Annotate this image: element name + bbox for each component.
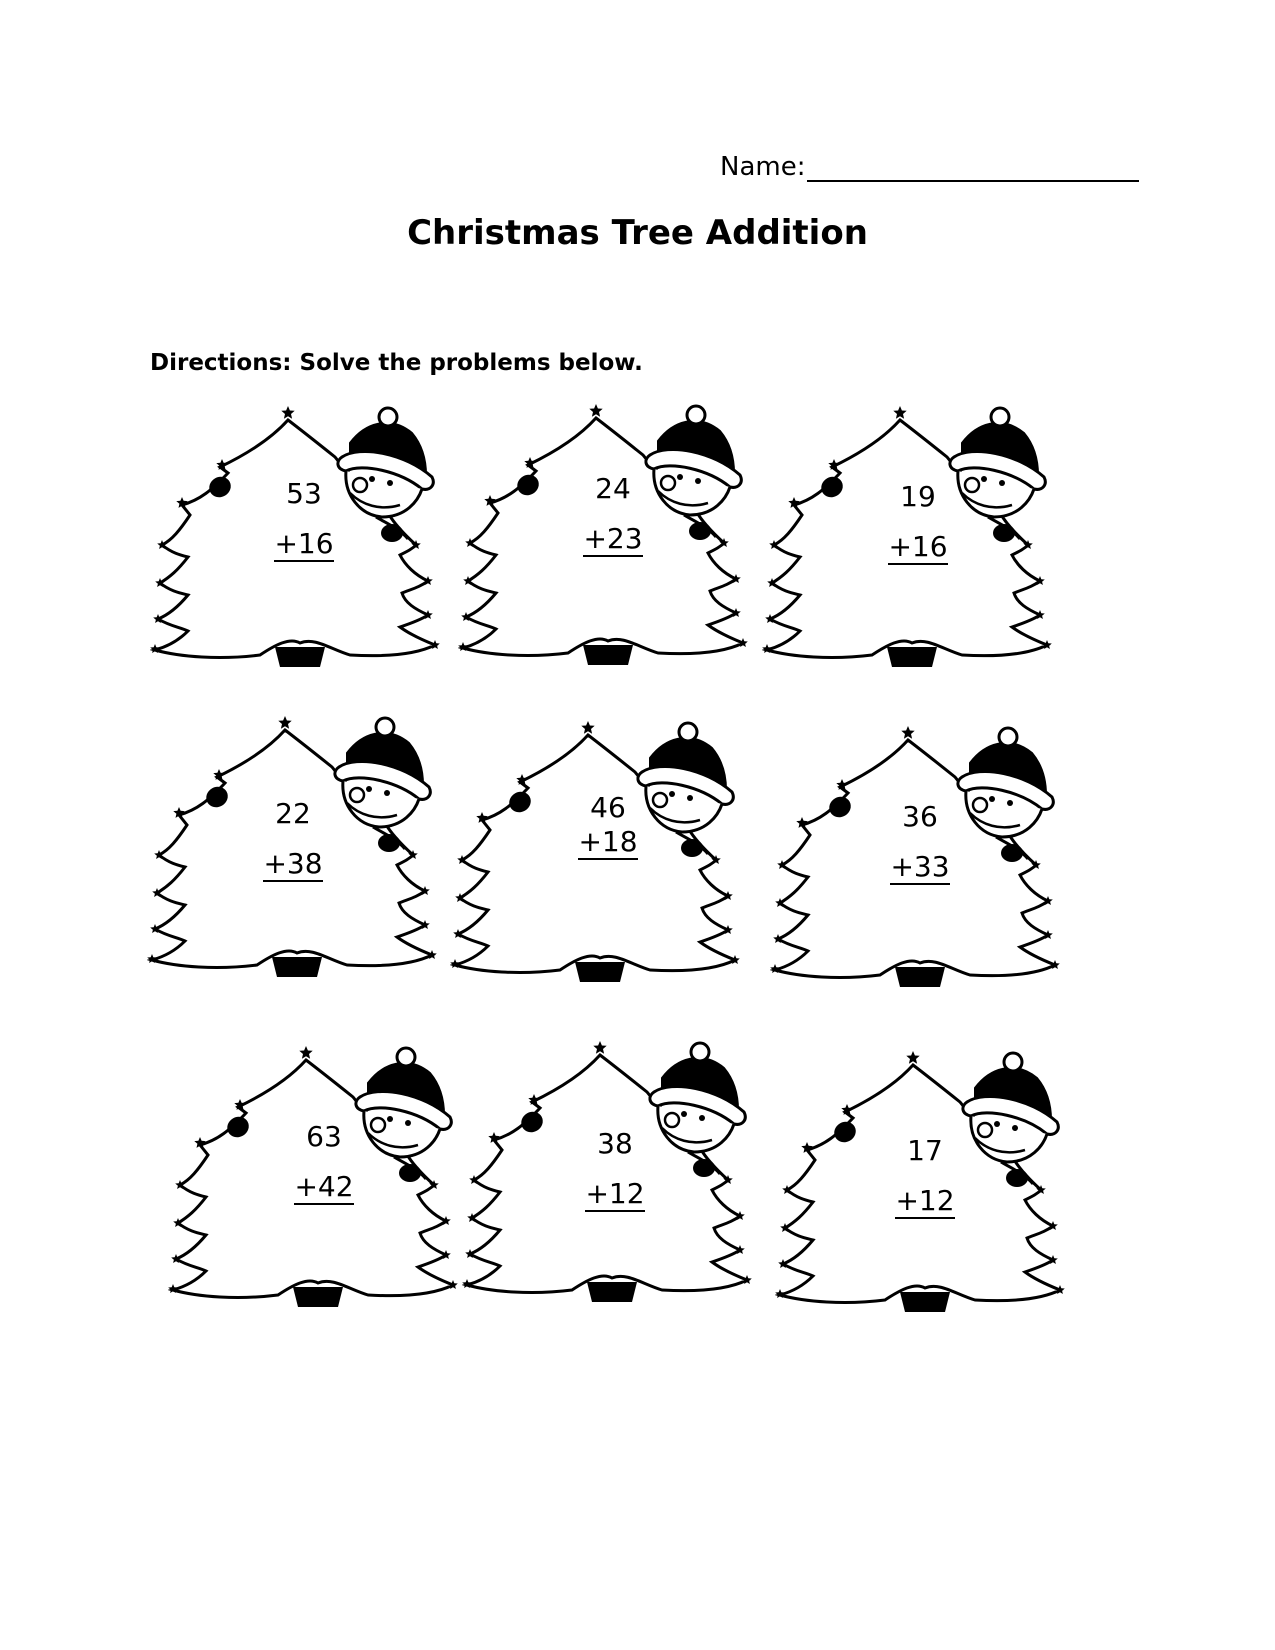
tree-problem-9 (775, 1050, 1085, 1335)
addition-problem (885, 1134, 965, 1219)
addition-problem (264, 477, 344, 562)
tree-problem-3 (762, 405, 1072, 690)
tree-pot (293, 1287, 343, 1307)
tree-pot (272, 957, 322, 977)
addition-problem (568, 791, 648, 860)
name-label: Name: (720, 152, 806, 182)
christmas-tree-icon (450, 720, 760, 1005)
tree-problem-8 (462, 1040, 772, 1325)
star-icon (893, 406, 906, 419)
addend-top: 36 (902, 800, 938, 833)
addend-bottom: +38 (263, 847, 323, 880)
tree-pot (895, 967, 945, 987)
tree-pot (587, 1282, 637, 1302)
addend-top: 63 (306, 1120, 342, 1153)
star-icon (589, 404, 602, 417)
tree-problem-4 (147, 715, 457, 1000)
directions-text: Directions: Solve the problems below. (150, 350, 643, 376)
addend-bottom: +16 (888, 530, 948, 563)
addend-top: 53 (286, 477, 322, 510)
star-icon (593, 1041, 606, 1054)
star-icon (281, 406, 294, 419)
addend-bottom: +33 (890, 850, 950, 883)
tree-problem-7 (168, 1045, 478, 1330)
tree-problem-1 (150, 405, 460, 690)
star-icon (278, 716, 291, 729)
name-blank-line[interactable] (807, 150, 1139, 182)
addition-problem (880, 800, 960, 885)
addition-problem (878, 480, 958, 565)
star-icon (299, 1046, 312, 1059)
tree-pot (583, 645, 633, 665)
addition-problem (575, 1127, 655, 1212)
tree-pot (900, 1292, 950, 1312)
addend-bottom: +18 (578, 825, 638, 858)
addend-top: 17 (907, 1134, 943, 1167)
addend-bottom: +12 (585, 1177, 645, 1210)
addend-top: 24 (595, 472, 631, 505)
addend-top: 22 (275, 797, 311, 830)
addend-bottom: +42 (294, 1170, 354, 1203)
page-title: Christmas Tree Addition (407, 213, 868, 253)
addend-top: 38 (597, 1127, 633, 1160)
addend-bottom: +16 (274, 527, 334, 560)
tree-problem-5 (450, 720, 760, 1005)
star-icon (906, 1051, 919, 1064)
addend-bottom: +12 (895, 1184, 955, 1217)
addition-problem (253, 797, 333, 882)
tree-pot (575, 962, 625, 982)
tree-pot (275, 647, 325, 667)
addend-top: 46 (590, 791, 626, 824)
name-field (720, 150, 1139, 182)
tree-problem-6 (770, 725, 1080, 1010)
addend-top: 19 (900, 480, 936, 513)
tree-problem-2 (458, 403, 768, 688)
tree-pot (887, 647, 937, 667)
addition-problem (573, 472, 653, 557)
addition-problem (284, 1120, 364, 1205)
star-icon (581, 721, 594, 734)
addend-bottom: +23 (583, 522, 643, 555)
star-icon (901, 726, 914, 739)
